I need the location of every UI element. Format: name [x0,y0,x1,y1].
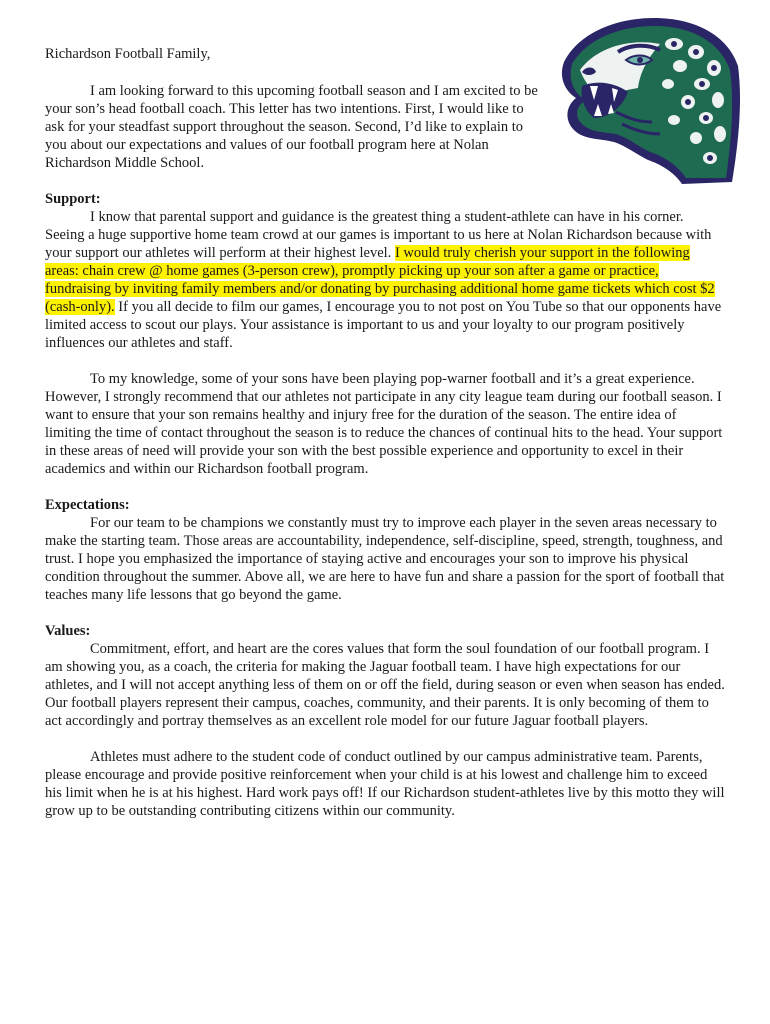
letter-greeting: Richardson Football Family, [45,46,211,62]
support-highlighted-text: I would truly cherish your support in the following areas: chain crew @ home games (3-person crew), promptly picking up your son after a game or practice, fundraising by inviting family members and/or donating by purchasing additional home game tickets which cost $2 (cash-only). [45,245,715,315]
expectations-heading: Expectations: [45,497,130,513]
values-heading: Values: [45,623,91,639]
support-heading: Support: [45,191,101,207]
support-text-before: I know that parental support and guidance is the greatest thing a student-athlete can have in his corner. Seeing a huge supportive home team crowd at our games is important to us here at Nolan Richardson because with your support our athletes will perform at their highest level. [45,209,712,261]
values-paragraph-1: Commitment, effort, and heart are the cores values that form the soul foundation of our football program. I am showing you, as a coach, the criteria for making the Jaguar football team. I have high expectations for our athletes, and I will not accept anything less of them on or off the field, during season or even when season has ended. Our football players represent their campus, coaches, community, and their parents. It is only becoming of them to act accordingly and portray themselves as an excellent role model for our future Jaguar football players. [45,641,725,729]
intro-paragraph: I am looking forward to this upcoming football season and I am excited to be your son’s head football coach. This letter has two intentions. First, I would like to ask for your steadfast support throughout the season. Second, I’d like to explain to you about our expectations and values of our football program here at Nolan Richardson Middle School. [45,83,538,171]
expectations-paragraph: For our team to be champions we constantly must try to improve each player in the seven areas necessary to make the starting team. Those areas are accountability, independence, self-discipline, speed, strength, toughness, and trust. I hope you emphasized the importance of staying active and encourages your son to improve his physical condition throughout the summer. Above all, we are here to have fun and share a passion for the sport of football that teaches many life lessons that go beyond the game. [45,515,725,603]
jaguar-mascot-icon [556,14,742,188]
letter-body [45,190,725,820]
support-text-after: If you all decide to film our games, I encourage you to not post on You Tube so that our opponents have limited access to scout our plays. Your assistance is important to us and your loyalty to our program positively influences our athletes and staff. [45,299,722,351]
support-paragraph-2: To my knowledge, some of your sons have been playing pop-warner football and it’s a great experience. However, I strongly recommend that our athletes not participate in any city league team during our football season. I want to ensure that your son remains healthy and injury free for the duration of the season. The entire idea of limiting the time of contact throughout the season is to reduce the chances of continual hits to the head. Your support in these areas of need will provide your son with the best possible experience and opportunity to excel in their academics and within our Richardson football program. [45,371,723,477]
support-paragraph-1 [45,208,725,352]
values-paragraph-2: Athletes must adhere to the student code of conduct outlined by our campus administrative team. Parents, please encourage and provide positive reinforcement when your child is at his lowest and challenge him to exceed his limit when he is at his highest. Hard work pays off! If our Richardson student-athletes live by this motto they will grow up to be outstanding contributing citizens within our community. [45,749,725,819]
